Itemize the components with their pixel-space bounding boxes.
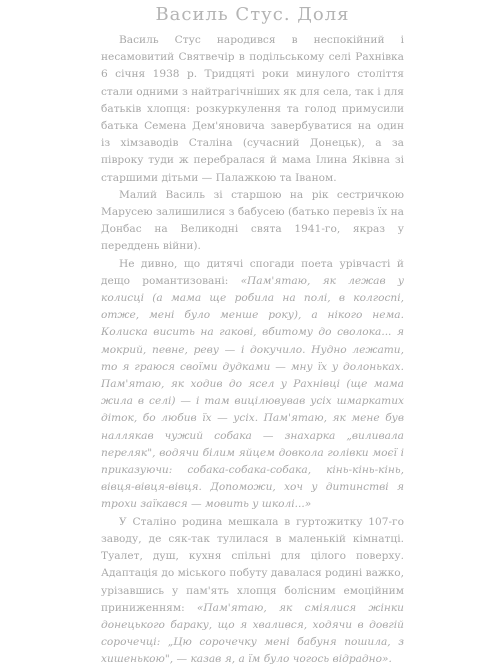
page-body (101, 32, 404, 669)
quote-text: «Пам'ятаю, як лежав у колисці (а мама ще робила на полі, в колгоспі, отже, мені було менше року), а нікого нема. Колиска висить на гакові, вбитому до сволока... я мокрий, певне, реву — і докучило. Нудно лежати, то я граюся своїми дудками — мну їх у долоньках. Пам'ятаю, як ходив до ясел у Рахнівці (ще мама жила в селі) — і там вицілювував усіх шмаркатих діток, бо любив їх — усіх. Пам'ятаю, як мене був наллякав чужий собака — знахарка „виливала переляк", водячи білим яйцем довкола голівки моєї і приказуючи: собака-собака-собака, кінь-кінь-кінь, вівця-вівця-вівця. Допоможи, хоч у дитинстві я трохи заїкався — мовить у школі...» (101, 274, 404, 511)
paragraph-text: Малий Василь зі старшою на рік сестричкою Марусею залишилися з бабусею (батько перевіз їх на Донбас на Великодні свята 1941-го, якраз у переддень війни). (101, 188, 404, 253)
paragraph (101, 187, 404, 256)
paragraph-text: У Сталіно родина мешкала в гуртожитку 107-го заводу, де сяк-так тулилася в маленькій кімнатці. Туалет, душ, кухня спільні для цілого поверху. Адаптація до міського побуту давалася родині важко, урізавшись у пам'ять хлопця болісним емоційним приниженням: (101, 515, 404, 614)
page-title: Василь Стус. Доля (155, 4, 350, 25)
paragraph (101, 256, 404, 514)
paragraph-text: Василь Стус народився в неспокійний і несамовитий Святвечір в подільському селі Рахнівка 6 січня 1938 р. Тридцяті роки минулого століття стали одними з найтрагічніших як для села, так і для батьків хлопця: розкуркулення та голод примусили батька Семена Дем'яновича завербуватися на один із хімзаводів Сталіна (сучасний Донецьк), а за півроку туди ж перебралася й мама Ілина Яківна зі старшими дітьми — Палажкою та Іваном. (101, 34, 404, 184)
paragraph (101, 514, 404, 669)
paragraph-text: Не дивно, що дитячі спогади поета урівчасті й дещо романтизовані: (101, 257, 404, 287)
quote-text: «Пам'ятаю, як сміялися жінки донецького бараку, що я хвалився, ходячи в довгій сорочечці: „Цю сорочечку мені бабуня пошила, з хишенькою", — казав я, а їм було чогось відрадно». (101, 601, 404, 666)
paragraph (101, 32, 404, 187)
